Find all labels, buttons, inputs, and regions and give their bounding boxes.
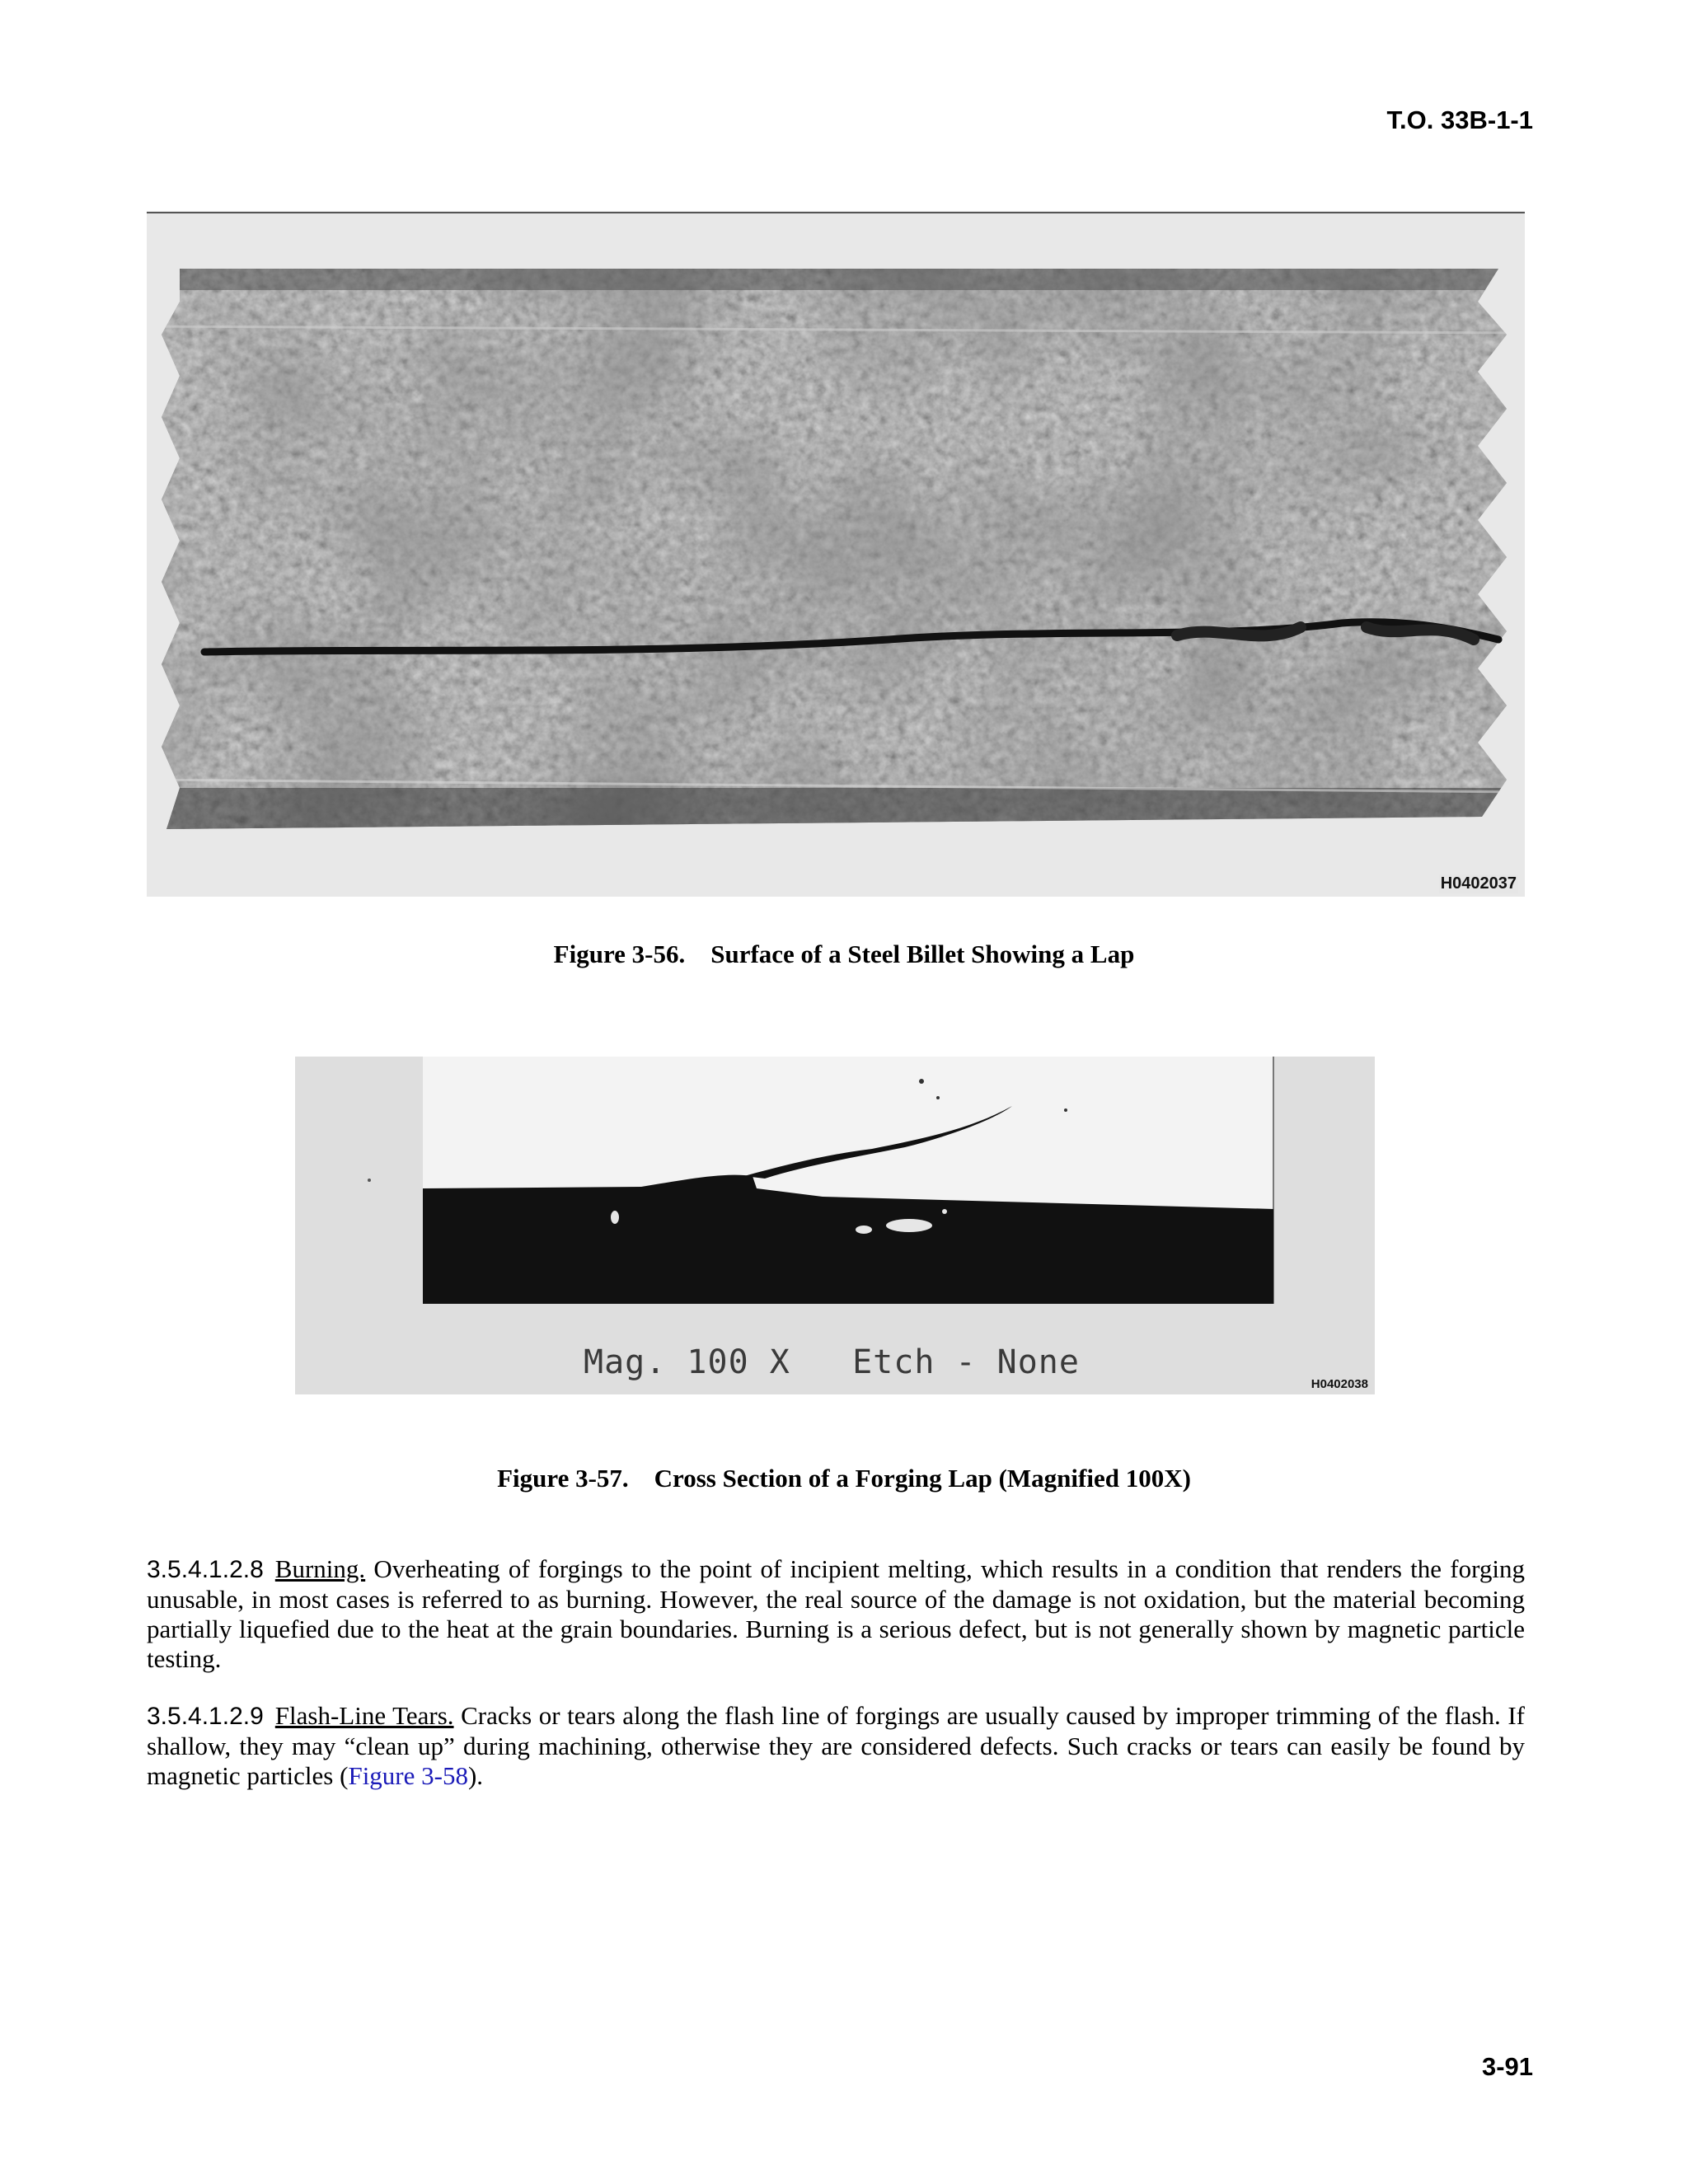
paragraph-number: 3.5.4.1.2.8 (147, 1556, 264, 1583)
paragraph-flash-line-tears (147, 1701, 1525, 1791)
figure-3-56-caption: Figure 3-56. Surface of a Steel Billet Showing a Lap (553, 940, 1135, 968)
figure-3-57-caption: Figure 3-57. Cross Section of a Forging Lap (Magnified 100X) (497, 1464, 1191, 1493)
paragraph-text: Overheating of forgings to the point of incipient melting, which results in a condition that renders the forging unusable, in most cases is referred to as burning. However, the real source of the damage is not oxidation, but the material becoming partially liquefied due to the heat at the grain boundaries. Burning is a serious defect, but is not generally shown by magnetic particle testing. (147, 1554, 1525, 1673)
page-number: 3-91 (1481, 2052, 1533, 2081)
figure-3-57-magnification-label: Mag. 100 X Etch - None (584, 1343, 1080, 1381)
document-id: T.O. 33B-1-1 (1386, 105, 1533, 134)
paragraph-number: 3.5.4.1.2.9 (147, 1703, 264, 1730)
figure-3-57-image-id: H0402038 (1311, 1377, 1368, 1391)
paragraph-title: Flash-Line Tears. (274, 1701, 454, 1730)
paragraph-burning (147, 1554, 1525, 1674)
figure-3-56-image-id: H0402037 (1440, 874, 1517, 893)
paragraph-text-end: ). (467, 1761, 484, 1790)
paragraph-text: Cracks or tears along the flash line of forgings are usually caused by improper trimming of the flash. If shallow, they may “clean up” during machining, otherwise they are considered defects. Such cracks or tears can easily be found by magnetic particles ( (147, 1701, 1525, 1790)
paragraph-title: Burning. (274, 1554, 366, 1583)
figure-3-58-link[interactable]: Figure 3-58 (348, 1761, 468, 1790)
figure-3-57-photo (295, 1057, 1375, 1394)
figure-3-56-photo (147, 211, 1525, 897)
